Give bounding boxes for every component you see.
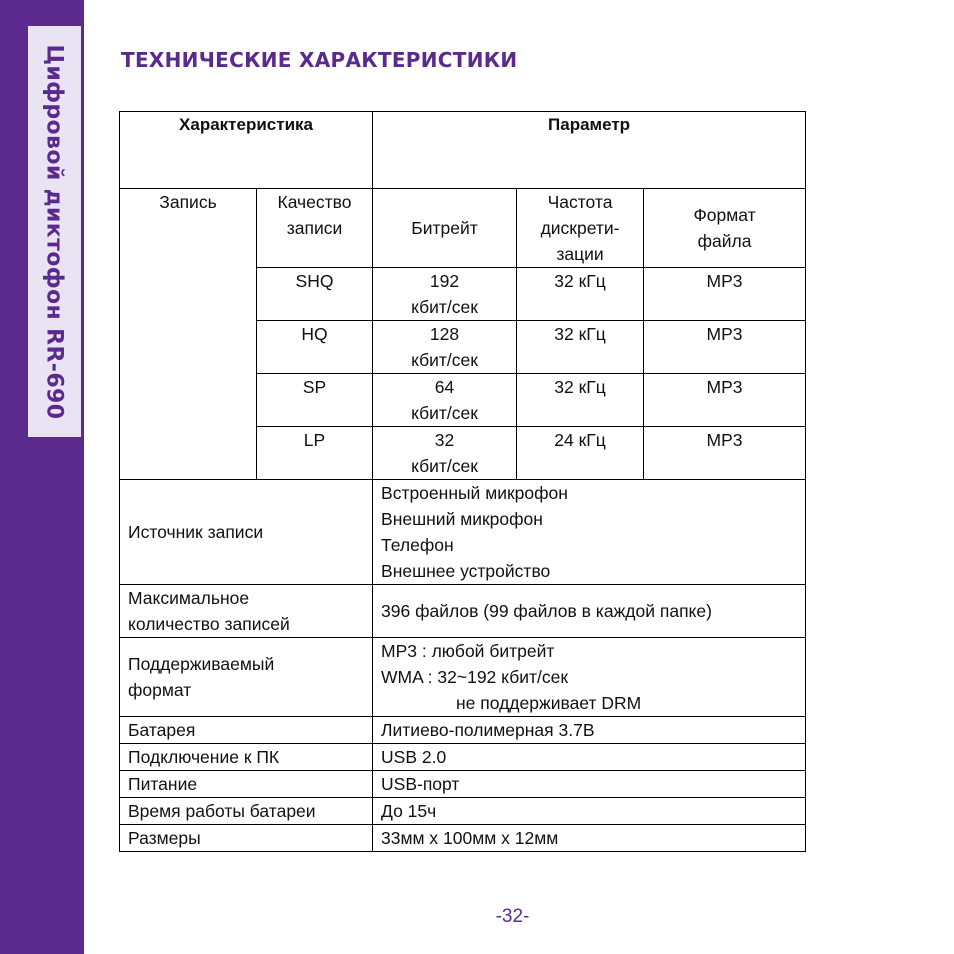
quality-cell: SHQ xyxy=(257,268,373,321)
source-values: Встроенный микрофон Внешний микрофон Телефон Внешнее устройство xyxy=(373,480,806,585)
source-label: Источник записи xyxy=(120,480,373,585)
bitrate-cell: 128 кбит/сек xyxy=(373,321,517,374)
row-label: Подключение к ПК xyxy=(120,744,373,771)
bitrate-cell: 64 кбит/сек xyxy=(373,374,517,427)
row-value: 33мм x 100мм x 12мм xyxy=(373,825,806,852)
col-quality: Качество записи xyxy=(257,189,373,268)
col-sample-rate: Частота дискрети- зации xyxy=(517,189,644,268)
row-value: До 15ч xyxy=(373,798,806,825)
rate-cell: 24 кГц xyxy=(517,427,644,480)
table-header-row xyxy=(120,112,806,189)
row-label: Питание xyxy=(120,771,373,798)
row-label: Батарея xyxy=(120,717,373,744)
bitrate-cell: 32 кбит/сек xyxy=(373,427,517,480)
row-value: USB-порт xyxy=(373,771,806,798)
header-characteristic: Характеристика xyxy=(120,112,373,189)
recording-label: Запись xyxy=(120,189,257,480)
quality-cell: HQ xyxy=(257,321,373,374)
source-row xyxy=(120,480,806,585)
max-records-label: Максимальное количество записей xyxy=(120,585,373,638)
table-row xyxy=(120,744,806,771)
supported-format-row xyxy=(120,638,806,717)
table-row xyxy=(120,771,806,798)
bitrate-cell: 192 кбит/сек xyxy=(373,268,517,321)
max-records-row xyxy=(120,585,806,638)
max-records-value: 396 файлов (99 файлов в каждой папке) xyxy=(373,585,806,638)
format-cell: MP3 xyxy=(644,321,806,374)
format-cell: MP3 xyxy=(644,427,806,480)
row-label: Размеры xyxy=(120,825,373,852)
col-format: Формат файла xyxy=(644,189,806,268)
quality-cell: LP xyxy=(257,427,373,480)
rate-cell: 32 кГц xyxy=(517,374,644,427)
quality-cell: SP xyxy=(257,374,373,427)
row-value: USB 2.0 xyxy=(373,744,806,771)
table-row xyxy=(120,798,806,825)
spec-table xyxy=(119,111,806,852)
table-row xyxy=(120,825,806,852)
col-bitrate: Битрейт xyxy=(373,189,517,268)
row-value: Литиево-полимерная 3.7В xyxy=(373,717,806,744)
format-cell: MP3 xyxy=(644,374,806,427)
format-cell: MP3 xyxy=(644,268,806,321)
sidebar-title: Цифровой диктофон RR-690 xyxy=(41,44,67,420)
supported-format-values: MP3 : любой битрейт WMA : 32~192 кбит/сек не поддерживает DRM xyxy=(373,638,806,717)
rate-cell: 32 кГц xyxy=(517,321,644,374)
page-number: -32- xyxy=(495,906,530,927)
recording-subheader-row xyxy=(120,189,806,268)
rate-cell: 32 кГц xyxy=(517,268,644,321)
sidebar-band xyxy=(0,0,84,954)
header-parameter: Параметр xyxy=(373,112,806,189)
supported-format-label: Поддерживаемый формат xyxy=(120,638,373,717)
row-label: Время работы батареи xyxy=(120,798,373,825)
table-row xyxy=(120,717,806,744)
page-title: ТЕХНИЧЕСКИЕ ХАРАКТЕРИСТИКИ xyxy=(121,48,518,72)
